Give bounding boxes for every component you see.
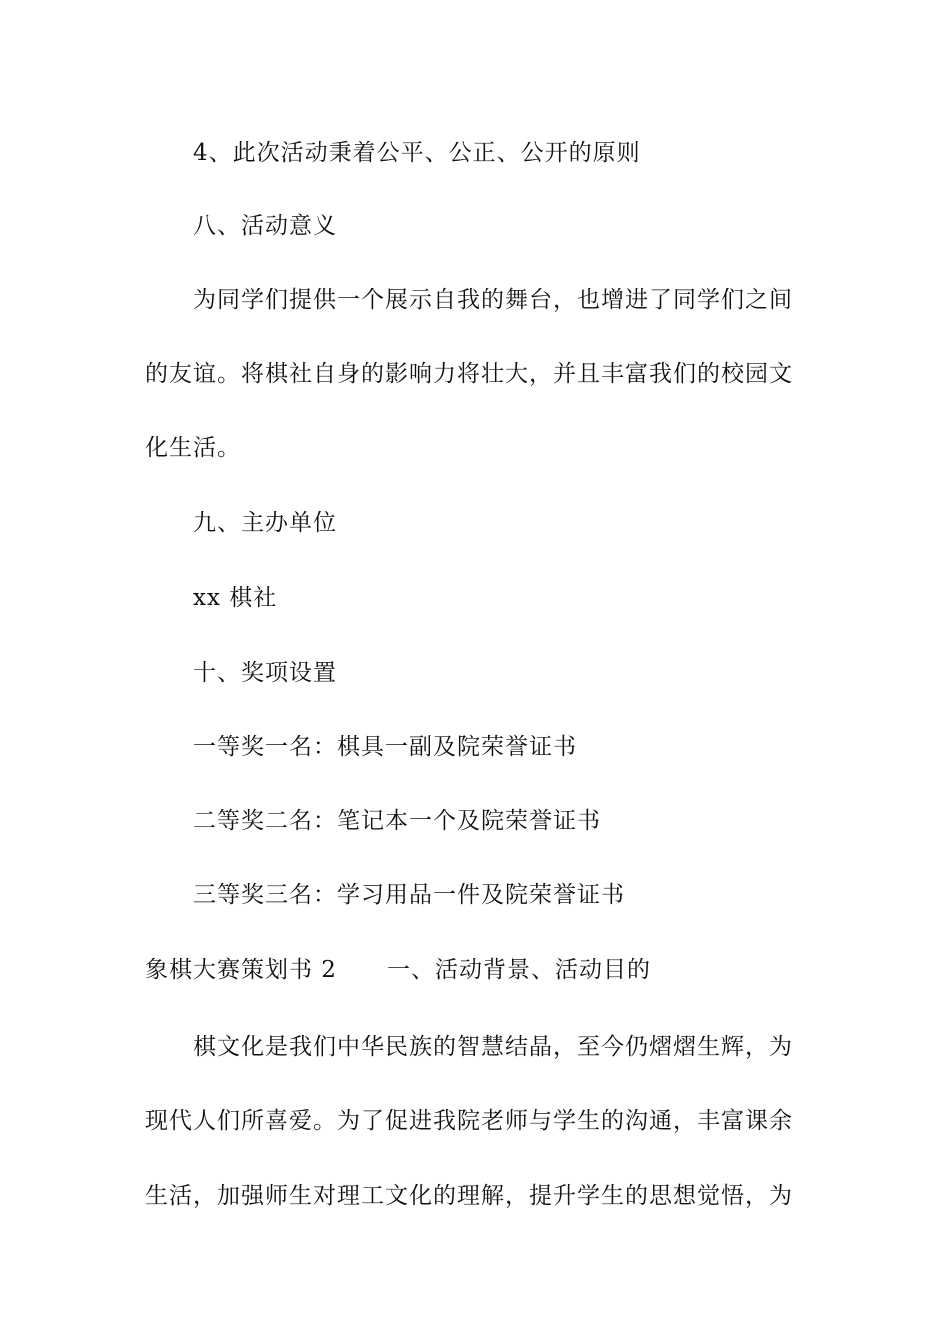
section-heading-significance: 八、活动意义	[193, 213, 337, 239]
award-second-prize: 二等奖二名：笔记本一个及院荣誉证书	[193, 808, 601, 834]
paragraph-rule-4: 4、此次活动秉着公平、公正、公开的原则	[193, 140, 641, 166]
document-title: 象棋大赛策划书 2	[145, 957, 337, 983]
section-heading-background: 一、活动背景、活动目的	[386, 957, 651, 983]
paragraph-significance-line-1: 为同学们提供一个展示自我的舞台，也增进了同学们之间	[193, 287, 793, 313]
award-third-prize: 三等奖三名：学习用品一件及院荣誉证书	[193, 882, 625, 908]
paragraph-background-line-2: 现代人们所喜爱。为了促进我院老师与学生的沟通，丰富课余	[145, 1108, 793, 1134]
paragraph-significance-line-3: 化生活。	[145, 435, 241, 461]
section-heading-organizer: 九、主办单位	[193, 510, 337, 536]
document-title-line	[145, 955, 651, 985]
paragraph-significance-line-2: 的友谊。将棋社自身的影响力将壮大，并且丰富我们的校园文	[145, 361, 793, 387]
paragraph-background-line-3: 生活，加强师生对理工文化的理解，提升学生的思想觉悟，为	[145, 1183, 793, 1209]
award-first-prize: 一等奖一名：棋具一副及院荣誉证书	[193, 734, 577, 760]
paragraph-background-line-1: 棋文化是我们中华民族的智慧结晶，至今仍熠熠生辉，为	[193, 1034, 793, 1060]
organizer-name: xx 棋社	[193, 585, 278, 611]
section-heading-awards: 十、奖项设置	[193, 660, 337, 686]
